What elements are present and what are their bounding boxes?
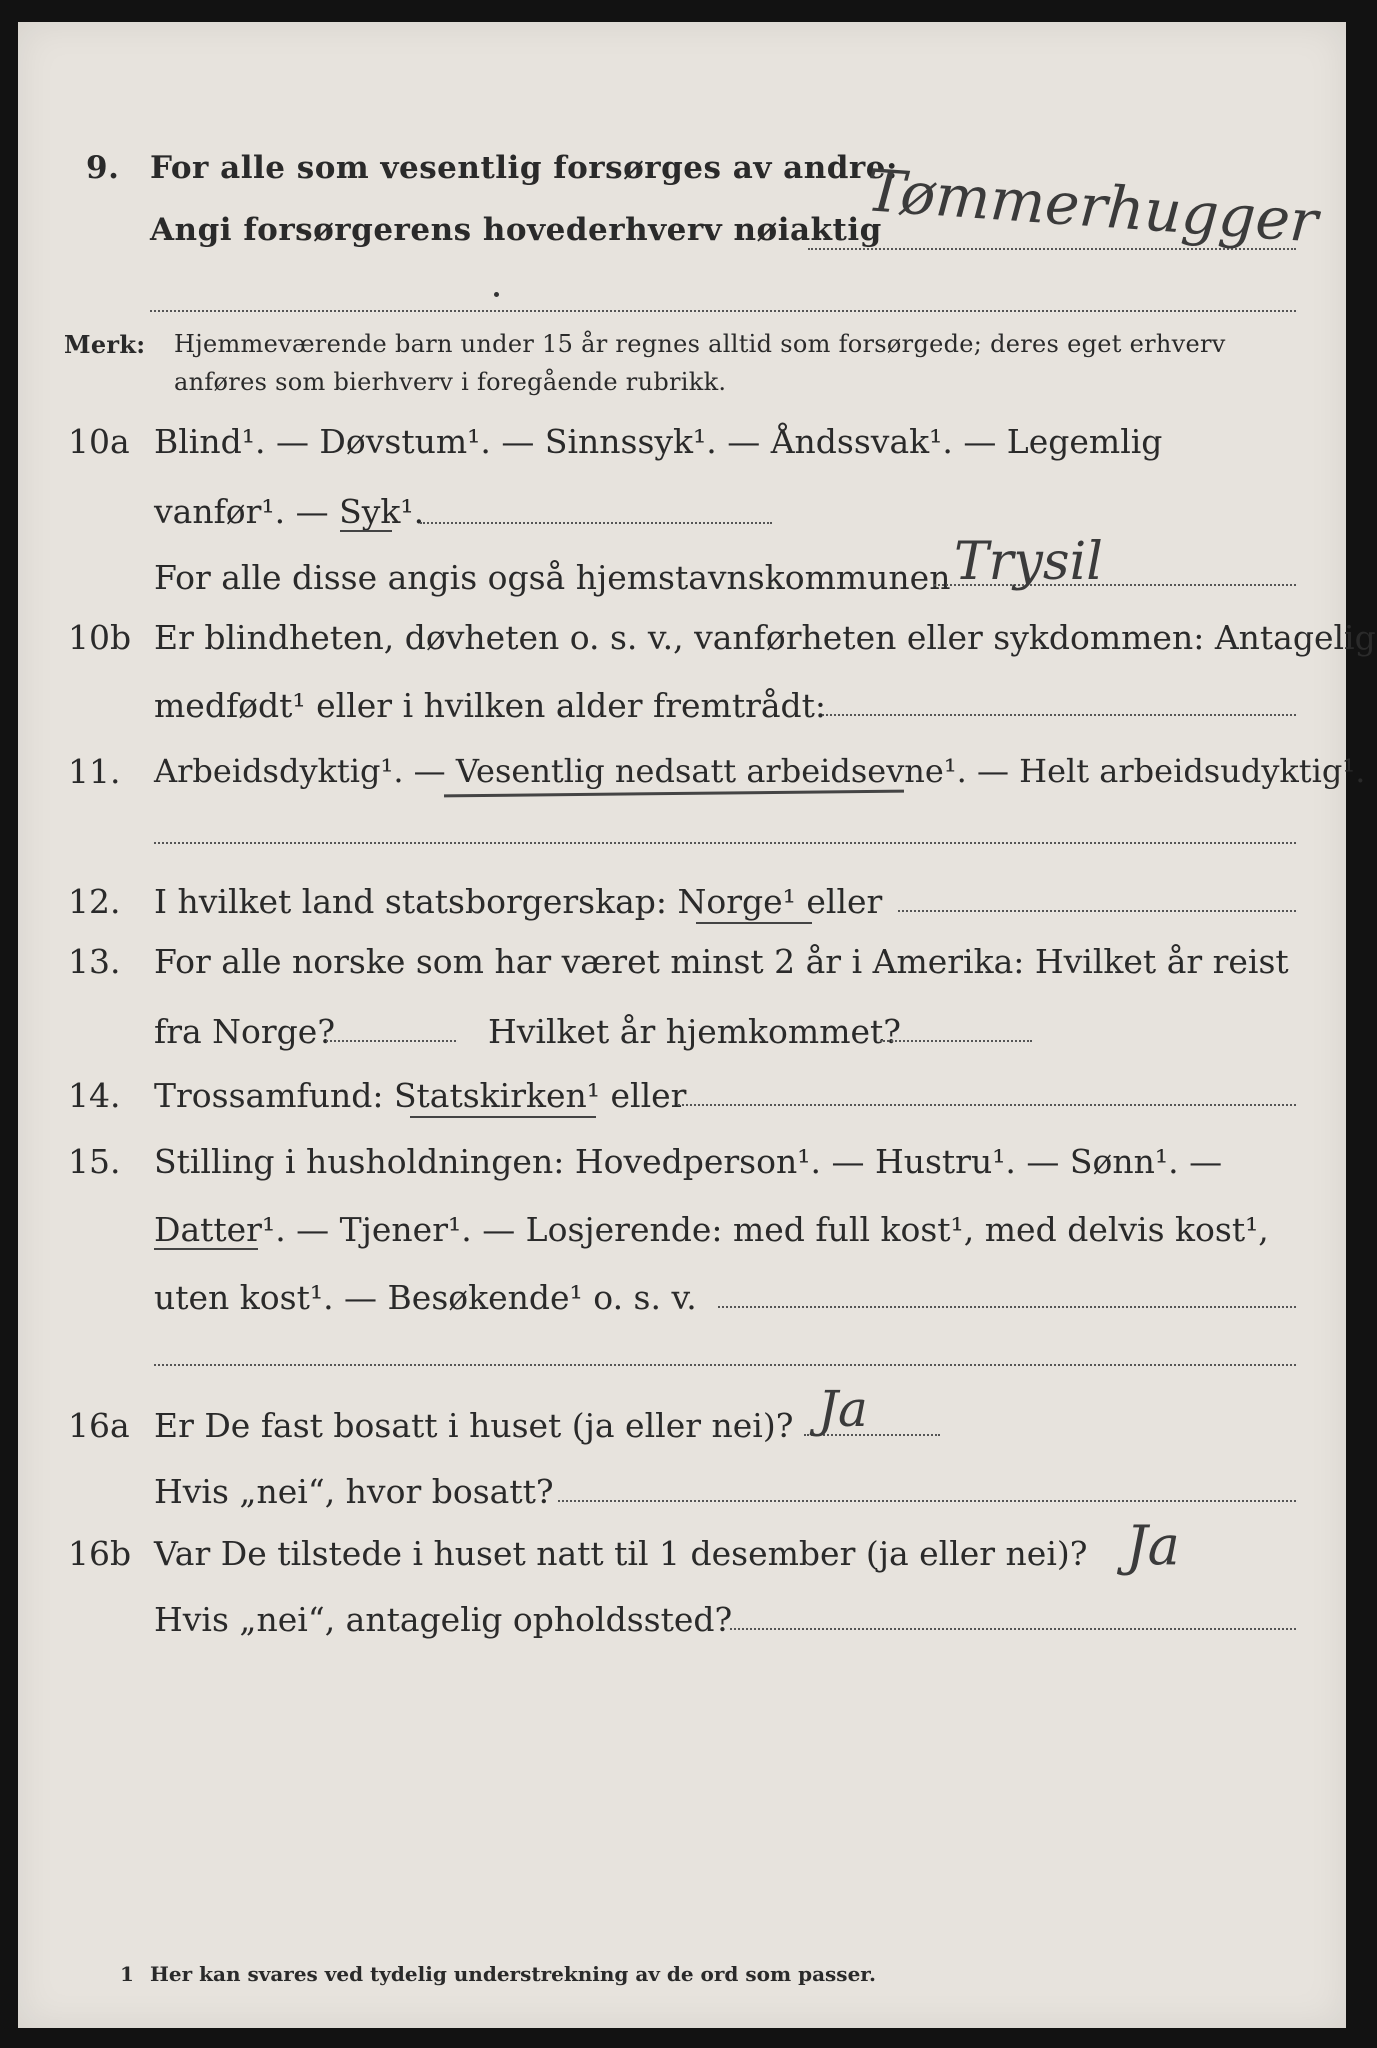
q10a-handwritten-answer: Trysil (954, 532, 1103, 592)
q10a-line2: vanfør¹. — Syk¹. (154, 492, 425, 531)
q13-line2b: Hvilket år hjemkommet? (488, 1012, 901, 1051)
footnote-text: Her kan svares ved tydelig understrekning av de ord som passer. (150, 1962, 876, 1986)
q9-number: 9. (86, 150, 120, 186)
q16b-line1: Var De tilstede i huset natt til 1 desember (ja eller nei)? (154, 1534, 1088, 1573)
ink-dot (494, 292, 499, 297)
q13-reist-line (326, 1040, 456, 1042)
q16a-bosatt-line (558, 1500, 1296, 1502)
syk-underline (340, 530, 392, 532)
q16b-handwritten-answer: Ja (1126, 1514, 1180, 1577)
q15-number: 15. (68, 1142, 121, 1181)
norge-underline (696, 922, 812, 924)
q10a-line2-fill (420, 522, 772, 524)
q12-number: 12. (68, 882, 121, 921)
statskirken-underline (410, 1116, 596, 1118)
q10b-answer-line (822, 714, 1296, 716)
q16a-line1: Er De fast bosatt i huset (ja eller nei)? (154, 1406, 794, 1445)
merk-line2: anføres som bierhverv i foregående rubrikk. (174, 368, 727, 396)
merk-line1: Hjemmeværende barn under 15 år regnes alltid som forsørgede; deres eget erhverv (174, 330, 1226, 358)
q15-answer-line (718, 1306, 1296, 1308)
q10b-line2: medfødt¹ eller i hvilken alder fremtrådt: (154, 686, 827, 725)
q14-answer-line (678, 1104, 1296, 1106)
q14-number: 14. (68, 1076, 121, 1115)
q9-handwritten-answer: Tømmerhugger (864, 156, 1320, 256)
q14-line1: Trossamfund: Statskirken¹ eller (154, 1076, 687, 1115)
q15-line3: uten kost¹. — Besøkende¹ o. s. v. (154, 1278, 697, 1317)
q13-line2a: fra Norge? (154, 1012, 336, 1051)
datter-underline (154, 1248, 258, 1250)
q12-answer-line (898, 910, 1296, 912)
q16a-handwritten-answer: Ja (818, 1380, 868, 1438)
q15-line1: Stilling i husholdningen: Hovedperson¹. — Hustru¹. — Sønn¹. — (154, 1142, 1223, 1181)
q11-line1: Arbeidsdyktig¹. — Vesentlig nedsatt arbeidsevne¹. — Helt arbeidsudyktig¹. (154, 752, 1366, 790)
q10b-line1: Er blindheten, døvheten o. s. v., vanførheten eller sykdommen: Antagelig (154, 618, 1376, 657)
q15-extra-line (154, 1364, 1296, 1366)
q9-line1: For alle som vesentlig forsørges av andre: (150, 150, 898, 186)
q10a-line1: Blind¹. — Døvstum¹. — Sinnssyk¹. — Åndssvak¹. — Legemlig (154, 422, 1163, 461)
q11-underline (444, 790, 904, 798)
census-form-page (18, 22, 1376, 2028)
q15-line2: Datter¹. — Tjener¹. — Losjerende: med full kost¹, med delvis kost¹, (154, 1210, 1269, 1249)
q13-line1: For alle norske som har været minst 2 år i Amerika: Hvilket år reist (154, 942, 1289, 981)
q10a-line3: For alle disse angis også hjemstavnskommunen (154, 558, 951, 597)
q10a-number: 10a (68, 422, 130, 461)
q13-number: 13. (68, 942, 121, 981)
q10b-number: 10b (68, 618, 132, 657)
merk-label: Merk: (64, 330, 146, 359)
q9-extra-line (150, 310, 1296, 312)
q16a-number: 16a (68, 1406, 130, 1445)
q11-number: 11. (68, 752, 121, 791)
q16b-number: 16b (68, 1534, 132, 1573)
footnote-mark: 1 (120, 1962, 134, 1986)
q16a-line2: Hvis „nei“, hvor bosatt? (154, 1472, 554, 1511)
q12-line1: I hvilket land statsborgerskap: Norge¹ eller (154, 882, 883, 921)
q16b-line2: Hvis „nei“, antagelig opholdssted? (154, 1600, 733, 1639)
q9-line2: Angi forsørgerens hovederhverv nøiaktig (150, 212, 882, 248)
q16b-opholdssted-line (730, 1628, 1296, 1630)
q11-extra-line (154, 842, 1296, 844)
q13-hjemkommet-line (880, 1040, 1032, 1042)
